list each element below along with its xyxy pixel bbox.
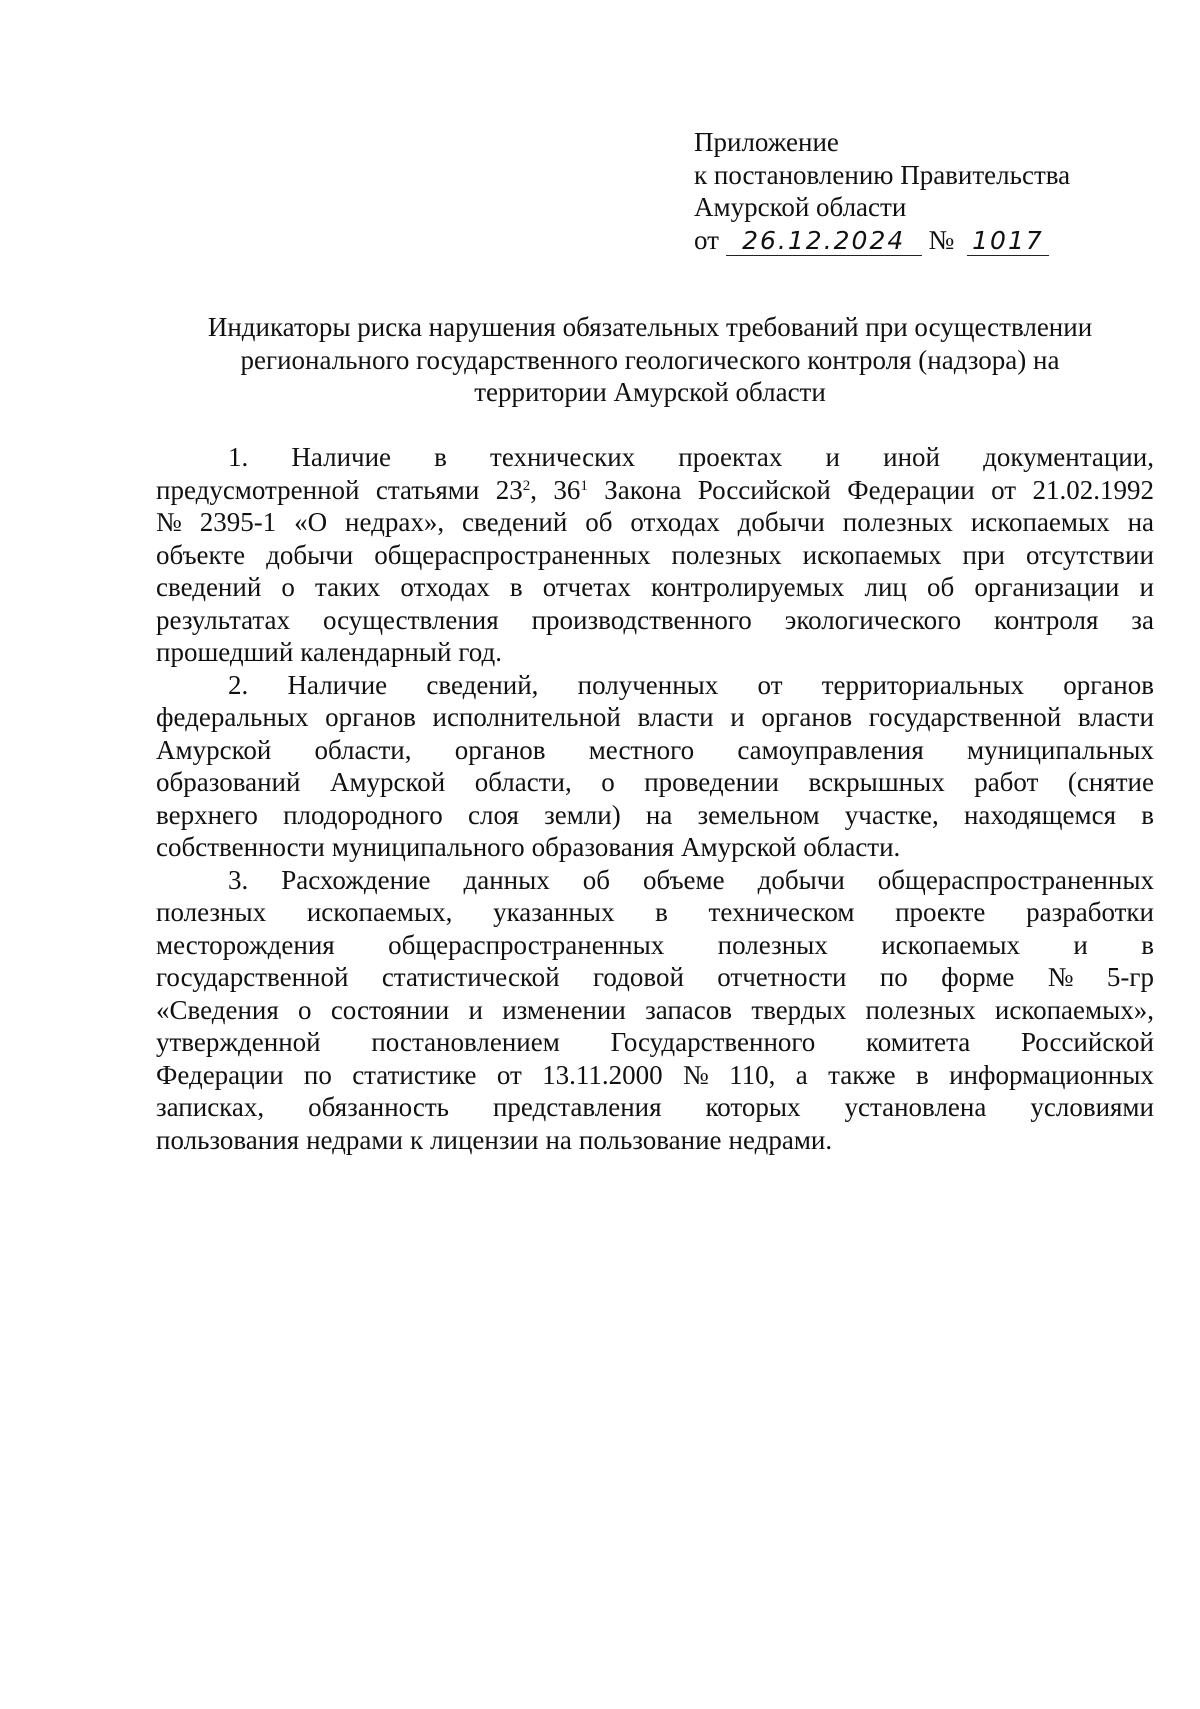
appendix-label: Приложение (694, 127, 839, 157)
word: местного (588, 734, 695, 765)
word: общераспространенных (877, 864, 1154, 895)
word: участке, (844, 799, 939, 830)
word: области, (474, 767, 572, 797)
number-prefix: № (928, 224, 955, 255)
word: (снятие (1067, 767, 1154, 797)
word: органов (1063, 669, 1154, 700)
word: отчетности (717, 962, 847, 992)
word: и (1139, 572, 1154, 602)
word: 2395-1 (199, 507, 277, 537)
word: отсутствии (1025, 539, 1154, 570)
word: общераспространенных (388, 929, 665, 960)
word: в (509, 572, 523, 602)
word: разработки (1026, 897, 1154, 927)
word: также (828, 1059, 896, 1090)
word: сведений, (426, 669, 539, 700)
word: слоя (468, 799, 519, 830)
word: ископаемых», (994, 994, 1154, 1025)
word: за (1131, 604, 1154, 635)
paragraph-line (156, 734, 1154, 767)
word: ископаемых (881, 929, 1021, 960)
word: твердых (751, 994, 847, 1025)
word: техническом (708, 897, 855, 927)
word: органов (325, 702, 416, 732)
word: образования (531, 832, 675, 862)
word: образований (156, 767, 301, 797)
word: проведении (644, 767, 779, 797)
word: ископаемых (970, 507, 1110, 537)
word: Федерации (847, 474, 975, 505)
word: объекте (156, 539, 246, 570)
word: Российской (697, 474, 831, 505)
word: добычи (266, 539, 354, 570)
paragraph-line (156, 831, 1154, 864)
word: о (298, 994, 312, 1025)
word: и (825, 442, 840, 472)
word: месторождения (156, 929, 335, 960)
word: Российской (1020, 1027, 1154, 1057)
word: «О (294, 507, 328, 537)
word: общераспространенных (374, 539, 651, 570)
word: самоуправления (737, 734, 924, 765)
word: о (601, 767, 615, 797)
paragraph-line (156, 506, 1154, 539)
word: проекте (895, 897, 986, 927)
word: Государственного (610, 1027, 816, 1057)
word: Амурской (156, 734, 272, 765)
word: данных (463, 864, 550, 895)
paragraph-2 (156, 669, 1154, 864)
word: условиями (1030, 1092, 1154, 1122)
word: в (1141, 799, 1154, 830)
word: о (281, 572, 295, 602)
date-prefix: от (694, 224, 719, 255)
title-line: территории Амурской области (474, 377, 826, 407)
word: на (645, 799, 673, 830)
word: работ (974, 767, 1039, 797)
word: Амурской (329, 767, 446, 797)
paragraph-line (156, 864, 1154, 897)
word: записках, (156, 1092, 265, 1122)
word: документации, (983, 442, 1154, 472)
word: пользование (578, 1124, 722, 1155)
word: отходах (400, 572, 490, 602)
word: контролируемых (650, 572, 845, 602)
word: иной (883, 442, 940, 472)
word: сведений (156, 572, 262, 602)
paragraph-line (156, 929, 1154, 962)
word: сведений (462, 507, 568, 537)
word: календарный (300, 637, 452, 667)
word: полезных (717, 929, 828, 960)
word: 1. (228, 442, 249, 472)
word: к (409, 1124, 424, 1155)
word: предусмотренной (156, 474, 360, 505)
word: вскрышных (808, 767, 945, 797)
word: состоянии (330, 994, 450, 1025)
word: полезных (156, 897, 267, 927)
word: статистической (381, 962, 560, 992)
word: и (468, 994, 483, 1025)
word: полезных (865, 994, 976, 1025)
word: по (879, 962, 908, 992)
word: об (582, 864, 610, 895)
word: организации (974, 572, 1120, 602)
word: органов (454, 734, 546, 765)
paragraph-line (156, 474, 1154, 507)
word: Расхождение (281, 864, 431, 895)
word: органов (761, 702, 853, 732)
document-title (150, 311, 1150, 409)
word: изменении (502, 994, 626, 1025)
word: отходах (630, 507, 720, 537)
word: и (1073, 929, 1088, 960)
word: земельном (697, 799, 820, 830)
paragraph-1 (156, 441, 1154, 669)
word: производственного (531, 604, 752, 635)
paragraph-3 (156, 864, 1154, 1157)
paragraph-line (156, 1091, 1154, 1124)
word: экологического (784, 604, 962, 635)
title-line: Индикаторы риска нарушения обязательных требований при осуществлении (207, 312, 1093, 342)
word: недрами. (728, 1124, 833, 1155)
word: 5-гр (1106, 962, 1154, 992)
word: Наличие (287, 669, 388, 700)
paragraph-line (156, 994, 1154, 1027)
word: прошедший (156, 637, 294, 667)
word: запасов (645, 994, 733, 1025)
word: годовой (593, 962, 684, 992)
word: форме (941, 962, 1015, 992)
word: представления (492, 1092, 662, 1122)
word: находящемся (963, 799, 1117, 830)
document-body (156, 441, 1154, 1156)
word: ископаемых, (306, 897, 453, 927)
word: муниципальных (967, 734, 1154, 765)
word: муниципального (331, 832, 525, 862)
paragraph-line (156, 766, 1154, 799)
word: лицензии (430, 1124, 539, 1155)
word: собственности (156, 832, 325, 862)
word: «Сведения (156, 994, 279, 1025)
word: полезных (842, 507, 953, 537)
word: 3. (228, 864, 249, 895)
word: недрах», (345, 507, 445, 537)
word: в (1141, 929, 1154, 960)
word: $36^1$ (553, 474, 588, 505)
word: статьями (375, 474, 480, 505)
word: $23^2$, (495, 474, 537, 505)
word: № (683, 1059, 709, 1090)
word: ископаемых (802, 539, 942, 570)
word: верхнего (156, 799, 258, 830)
word: лиц (864, 572, 907, 602)
paragraph-line (156, 701, 1154, 734)
word: № (156, 507, 182, 537)
word: земли) (544, 799, 621, 830)
word: статистике (352, 1059, 477, 1090)
word: обязанность (308, 1092, 449, 1122)
paragraph-line (156, 961, 1154, 994)
word: на (545, 1124, 572, 1155)
handwritten-date: 26.12.2024 (726, 227, 922, 256)
word: технических (490, 442, 636, 472)
paragraph-line (156, 636, 1154, 669)
word: пользования (156, 1124, 300, 1155)
word: Наличие (291, 442, 392, 472)
word: контроля (994, 604, 1099, 635)
word: по (303, 1059, 332, 1090)
paragraph-line (156, 1059, 1154, 1092)
paragraph-line (156, 539, 1154, 572)
word: в (915, 1059, 929, 1090)
word: результатах (156, 604, 291, 635)
appendix-date-number-line (694, 224, 1134, 257)
appendix-header (694, 126, 1134, 256)
word: № (1047, 962, 1074, 992)
word: таких (315, 572, 381, 602)
word: от (496, 1059, 522, 1090)
word: отчетах (542, 572, 631, 602)
word: утвержденной (156, 1027, 321, 1057)
paragraph-line (156, 571, 1154, 604)
word: информационных (949, 1059, 1154, 1090)
word: федеральных (156, 702, 309, 732)
word: области. (803, 832, 901, 862)
word: указанных (493, 897, 615, 927)
word: полезных (671, 539, 782, 570)
handwritten-number: 1017 (967, 227, 1049, 256)
word: комитета (866, 1027, 971, 1057)
word: 13.11.2000 (542, 1059, 663, 1090)
word: 21.02.1992 (1032, 474, 1154, 505)
paragraph-line (156, 1124, 1154, 1157)
word: год. (458, 637, 503, 667)
word: государственной (868, 702, 1062, 732)
word: государственной (156, 962, 349, 992)
paragraph-line (156, 604, 1154, 637)
paragraph-line (156, 669, 1154, 702)
word: территориальных (821, 669, 1024, 700)
word: добычи (757, 864, 845, 895)
word: об (585, 507, 613, 537)
word: исполнительной (432, 702, 621, 732)
word: от (757, 669, 783, 700)
word: а (795, 1059, 808, 1090)
word: недрами (306, 1124, 403, 1155)
word: Закона (604, 474, 682, 505)
title-line: регионального государственного геологического контроля (надзора) на (240, 344, 1060, 375)
word: и (730, 702, 745, 732)
word: полученных (577, 669, 719, 700)
word: власти (1077, 702, 1154, 732)
word: Федерации (156, 1059, 284, 1090)
word: в (434, 442, 447, 472)
word: 2. (228, 669, 249, 700)
word: объеме (643, 864, 725, 895)
paragraph-line (156, 441, 1154, 474)
word: добычи (737, 507, 825, 537)
word: от (991, 474, 1017, 505)
word: которых (705, 1092, 801, 1122)
word: власти (637, 702, 714, 732)
word: 110, (729, 1059, 776, 1090)
word: плодородного (283, 799, 443, 830)
word: постановлением (371, 1027, 560, 1057)
word: проектах (678, 442, 783, 472)
word: при (962, 539, 1005, 570)
paragraph-line (156, 1026, 1154, 1059)
word: осуществления (322, 604, 499, 635)
appendix-region-line: Амурской области (694, 192, 907, 222)
appendix-resolution-line: к постановлению Правительства (694, 159, 1071, 190)
word: об (926, 572, 955, 602)
word: области, (314, 734, 412, 765)
word: установлена (844, 1092, 987, 1122)
word: на (1127, 507, 1154, 537)
word: в (655, 897, 668, 927)
word: Амурской (681, 832, 797, 862)
paragraph-line (156, 799, 1154, 832)
paragraph-line (156, 896, 1154, 929)
